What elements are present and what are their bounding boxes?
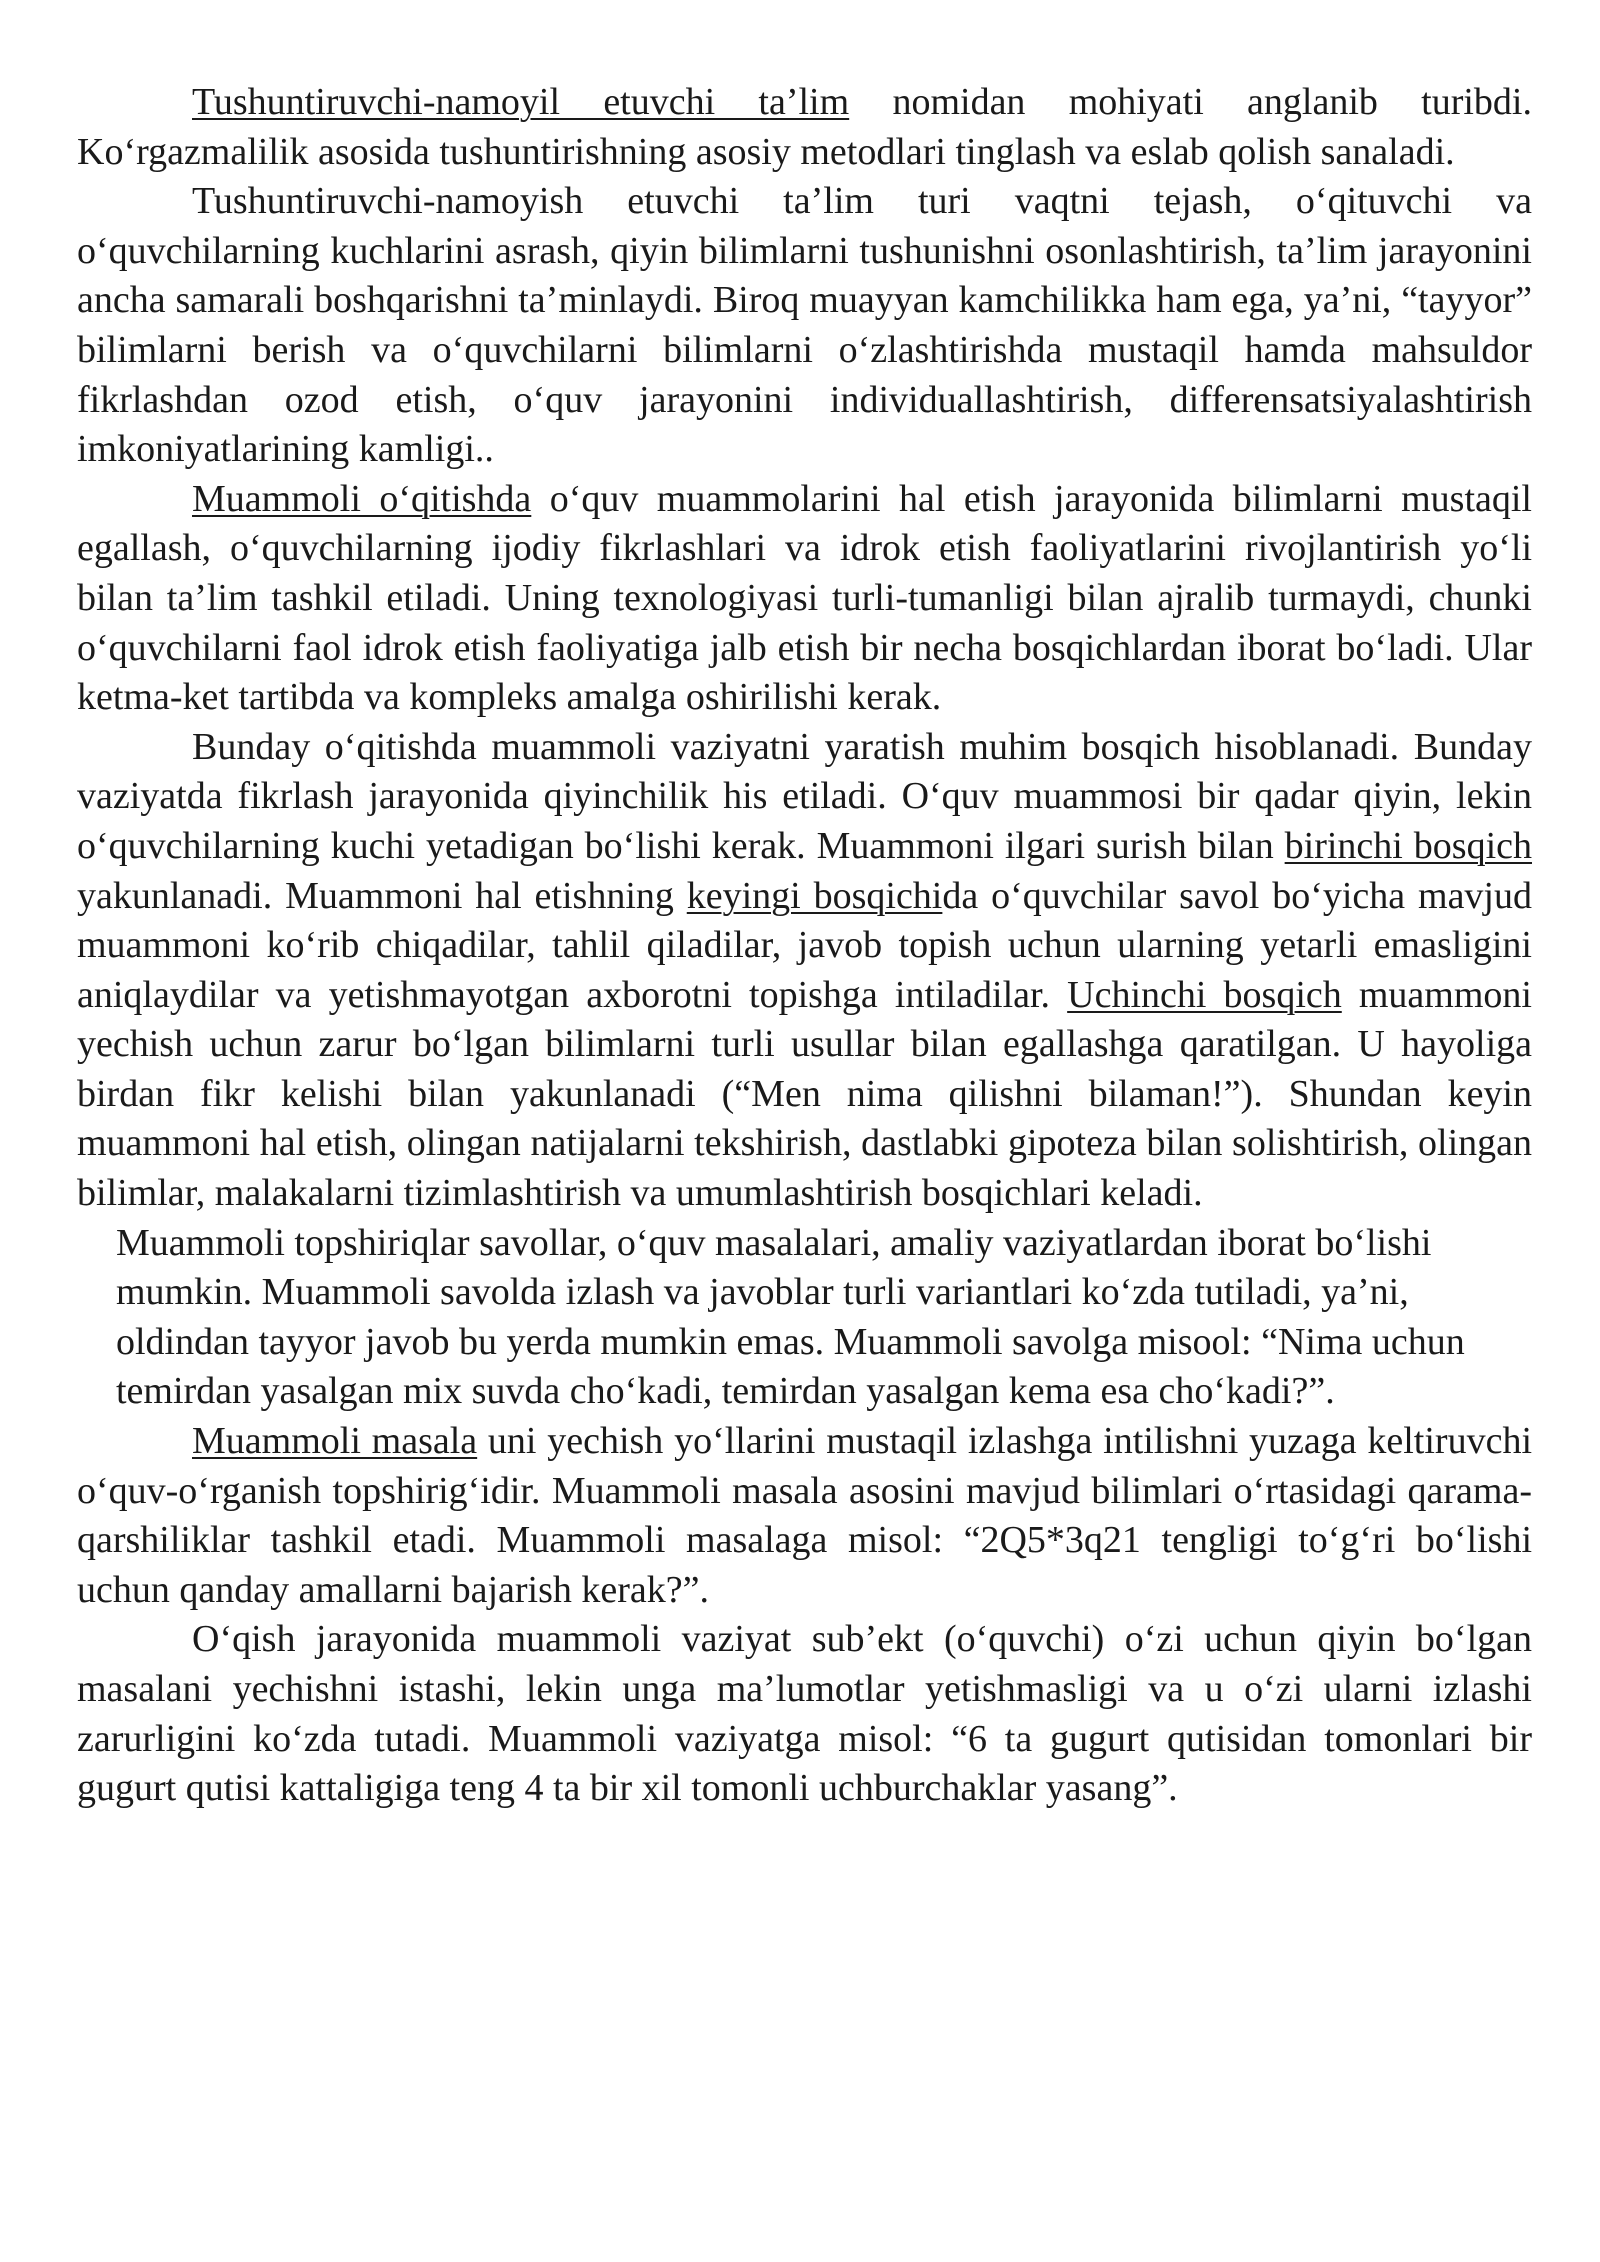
term-third-stage: Uchinchi bosqich [1067, 973, 1342, 1016]
paragraph-text: Muammoli topshiriqlar savollar, o‘quv masalalari, amaliy vaziyatlardan iborat bo‘lishi mumkin. Muammoli savolda izlash va javoblar turli variantlari ko‘zda tutiladi, ya’ni, oldindan tayyor javob bu yerda mumkin emas. Muammoli savolga misool: “Nima uchun temirdan yasalgan mix suvda cho‘kadi, temirdan yasalgan kema esa cho‘kadi?”. [116, 1221, 1465, 1413]
paragraph-text: yakunlanadi. Muammoni hal etishning [77, 874, 687, 917]
paragraph-text: uni yechish yo‘llarini mustaqil izlashga intilishni yuzaga keltiruvchi o‘quv-o‘rganish topshirig‘idir. Muammoli masala asosini mavjud bilimlari o‘rtasidagi qarama-qarshiliklar tashkil etadi. Muammoli masalaga misol: “2Q5*3q21 tengligi to‘g‘ri bo‘lishi uchun qanday amallarni bajarish kerak?”. [77, 1420, 1533, 1611]
paragraph-explanatory-teaching [77, 78, 1532, 177]
paragraph-problem-exercise [77, 1417, 1532, 1615]
paragraph-problem-situation [77, 1615, 1532, 1813]
term-next-stage: keyingi bosqichi [686, 874, 943, 917]
paragraph-text: muammoni yechish uchun zarur bo‘lgan bilimlarni turli usullar bilan egallashga qaratilgan. U hayoliga birdan fikr kelishi bilan yakunlanadi (“Men nima qilishni bilaman!”). Shundan keyin muammoni hal etish, olingan natijalarni tekshirish, dastlabki gipoteza bilan solishtirish, olingan bilimlar, malakalarni tizimlashtirish va umumlashtirish bosqichlari keladi. [77, 973, 1532, 1215]
paragraph-text: nomidan mohiyati anglanib turibdi. Ko‘rgazmalilik asosida tushuntirishning asosiy metodlari tinglash va eslab qolish sanaladi. [77, 81, 1532, 173]
term-explanatory-demonstrative: Tushuntiruvchi-namoyil etuvchi ta’lim [192, 81, 850, 123]
paragraph-problem-stages [77, 723, 1532, 1219]
term-problem-teaching: Muammoli o‘qitishda [192, 477, 532, 520]
paragraph-text: da o‘quvchilar savol bo‘yicha mavjud muammoni ko‘rib chiqadilar, tahlil qiladilar, javob topish uchun ularning yetarli emasligini aniqlaydilar va yetishmayotgan axborotni topishga intiladilar. [77, 874, 1532, 1016]
paragraph-problem-teaching [77, 475, 1532, 723]
document-page [77, 78, 1532, 1814]
term-first-stage: birinchi bosqich [1284, 824, 1532, 867]
paragraph-text: O‘qish jarayonida muammoli vaziyat sub’ekt (o‘quvchi) o‘zi uchun qiyin bo‘lgan masalani yechishni istashi, lekin unga ma’lumotlar yetishmasligi va u o‘zi ularni izlashi zarurligini ko‘zda tutadi. Muammoli vaziyatga misol: “6 ta gugurt qutisidan tomonlari bir gugurt qutisi kattaligiga teng 4 ta bir xil tomonli uchburchaklar yasang”. [77, 1618, 1532, 1810]
paragraph-text: o‘quv muammolarini hal etish jarayonida bilimlarni mustaqil egallash, o‘quvchilarning ijodiy fikrlashlari va idrok etish faoliyatlarini rivojlantirish yo‘li bilan ta’lim tashkil etiladi. Uning texnologiyasi turli-tumanligi bilan ajralib turmaydi, chunki o‘quvchilarni faol idrok etish faoliyatiga jalb etish bir necha bosqichlardan iborat bo‘ladi. Ular ketma-ket tartibda va kompleks amalga oshirilishi kerak. [77, 477, 1532, 719]
paragraph-text: Tushuntiruvchi-namoyish etuvchi ta’lim turi vaqtni tejash, o‘qituvchi va o‘quvchilarning kuchlarini asrash, qiyin bilimlarni tushunishni osonlashtirish, ta’lim jarayonini ancha samarali boshqarishni ta’minlaydi. Biroq muayyan kamchilikka ham ega, ya’ni, “tayyor” bilimlarni berish va o‘quvchilarni bilimlarni o‘zlashtirishda mustaqil hamda mahsuldor fikrlashdan ozod etish, o‘quv jarayonini individuallashtirish, differensatsiyalashtirish imkoniyatlarining kamligi.. [77, 180, 1532, 471]
paragraph-text: Bunday o‘qitishda muammoli vaziyatni yaratish muhim bosqich hisoblanadi. Bunday vaziyatda fikrlash jarayonida qiyinchilik his etiladi. O‘quv muammosi bir qadar qiyin, lekin o‘quvchilarning kuchi yetadigan bo‘lishi kerak. Muammoni ilgari surish bilan [77, 725, 1532, 867]
term-problem-exercise: Muammoli masala [192, 1420, 478, 1463]
paragraph-problem-tasks [77, 1219, 1532, 1417]
paragraph-explanatory-drawbacks [77, 177, 1532, 475]
